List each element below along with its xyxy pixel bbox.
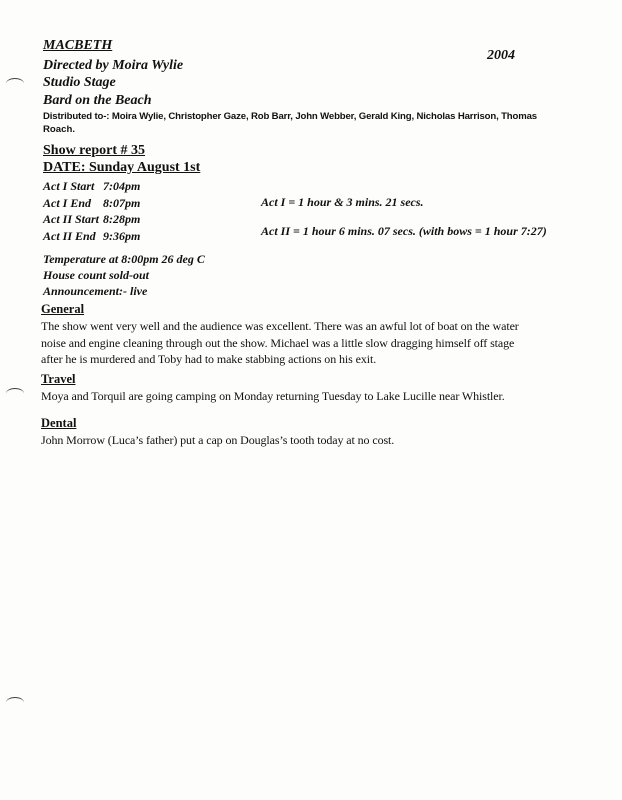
dental-heading: Dental <box>41 416 77 430</box>
announcement-line: Announcement:- live <box>43 284 148 298</box>
timing-time: 8:07pm <box>103 195 141 210</box>
conditions-block <box>43 251 205 299</box>
travel-note-line: Moya and Torquil are going camping on Monday returning Tuesday to Lake Lucille near Whistler. <box>41 389 505 403</box>
timing-label: Act II End <box>43 228 96 243</box>
act2-duration: Act II = 1 hour 6 mins. 07 secs. (with bows = 1 hour 7:27) <box>261 224 547 238</box>
distribution-line-cont: Roach. <box>43 124 75 135</box>
timing-row <box>43 228 140 245</box>
binder-hole-mark <box>6 388 24 399</box>
distribution-line: Distributed to-: Moira Wylie, Christopher Gaze, Rob Barr, John Webber, Gerald King, Nicholas Harrison, Thomas <box>43 111 537 122</box>
binder-hole-mark <box>6 78 24 89</box>
report-year: 2004 <box>487 48 515 63</box>
general-notes <box>41 318 519 368</box>
temperature-line: Temperature at 8:00pm 26 deg C <box>43 252 205 266</box>
travel-heading: Travel <box>41 372 76 386</box>
dental-notes <box>41 432 394 449</box>
timing-row <box>43 195 140 212</box>
report-date: DATE: Sunday August 1st <box>43 160 201 175</box>
timing-time: 7:04pm <box>103 179 141 193</box>
company-line: Bard on the Beach <box>43 93 152 108</box>
timing-label: Act I Start <box>43 179 95 193</box>
dental-note-line: John Morrow (Luca’s father) put a cap on Douglas’s tooth today at no cost. <box>41 433 395 447</box>
house-count-line: House count sold-out <box>43 268 150 282</box>
venue-line: Studio Stage <box>43 75 116 90</box>
binder-hole-mark <box>6 697 24 708</box>
act1-duration: Act I = 1 hour & 3 mins. 21 secs. <box>261 195 424 209</box>
timing-time: 9:36pm <box>103 228 141 243</box>
show-report-number: Show report # 35 <box>43 143 146 158</box>
timing-label: Act II Start <box>43 212 100 226</box>
timing-time: 8:28pm <box>103 212 141 226</box>
director-line: Directed by Moira Wylie <box>43 58 184 73</box>
general-note-line: after he is murdered and Toby had to make stabbing actions on his exit. <box>41 352 377 366</box>
general-note-line: The show went very well and the audience was excellent. There was an awful lot of boat on the water <box>41 319 519 333</box>
timing-label: Act I End <box>43 195 92 210</box>
timing-row <box>43 178 140 195</box>
timing-row <box>43 211 140 228</box>
show-title: MACBETH <box>43 38 113 53</box>
act-timings-table <box>43 178 140 244</box>
general-note-line: noise and engine cleaning through out the show. Michael was a little slow dragging himself off stage <box>41 335 515 350</box>
travel-notes <box>41 388 505 405</box>
general-heading: General <box>41 302 85 316</box>
